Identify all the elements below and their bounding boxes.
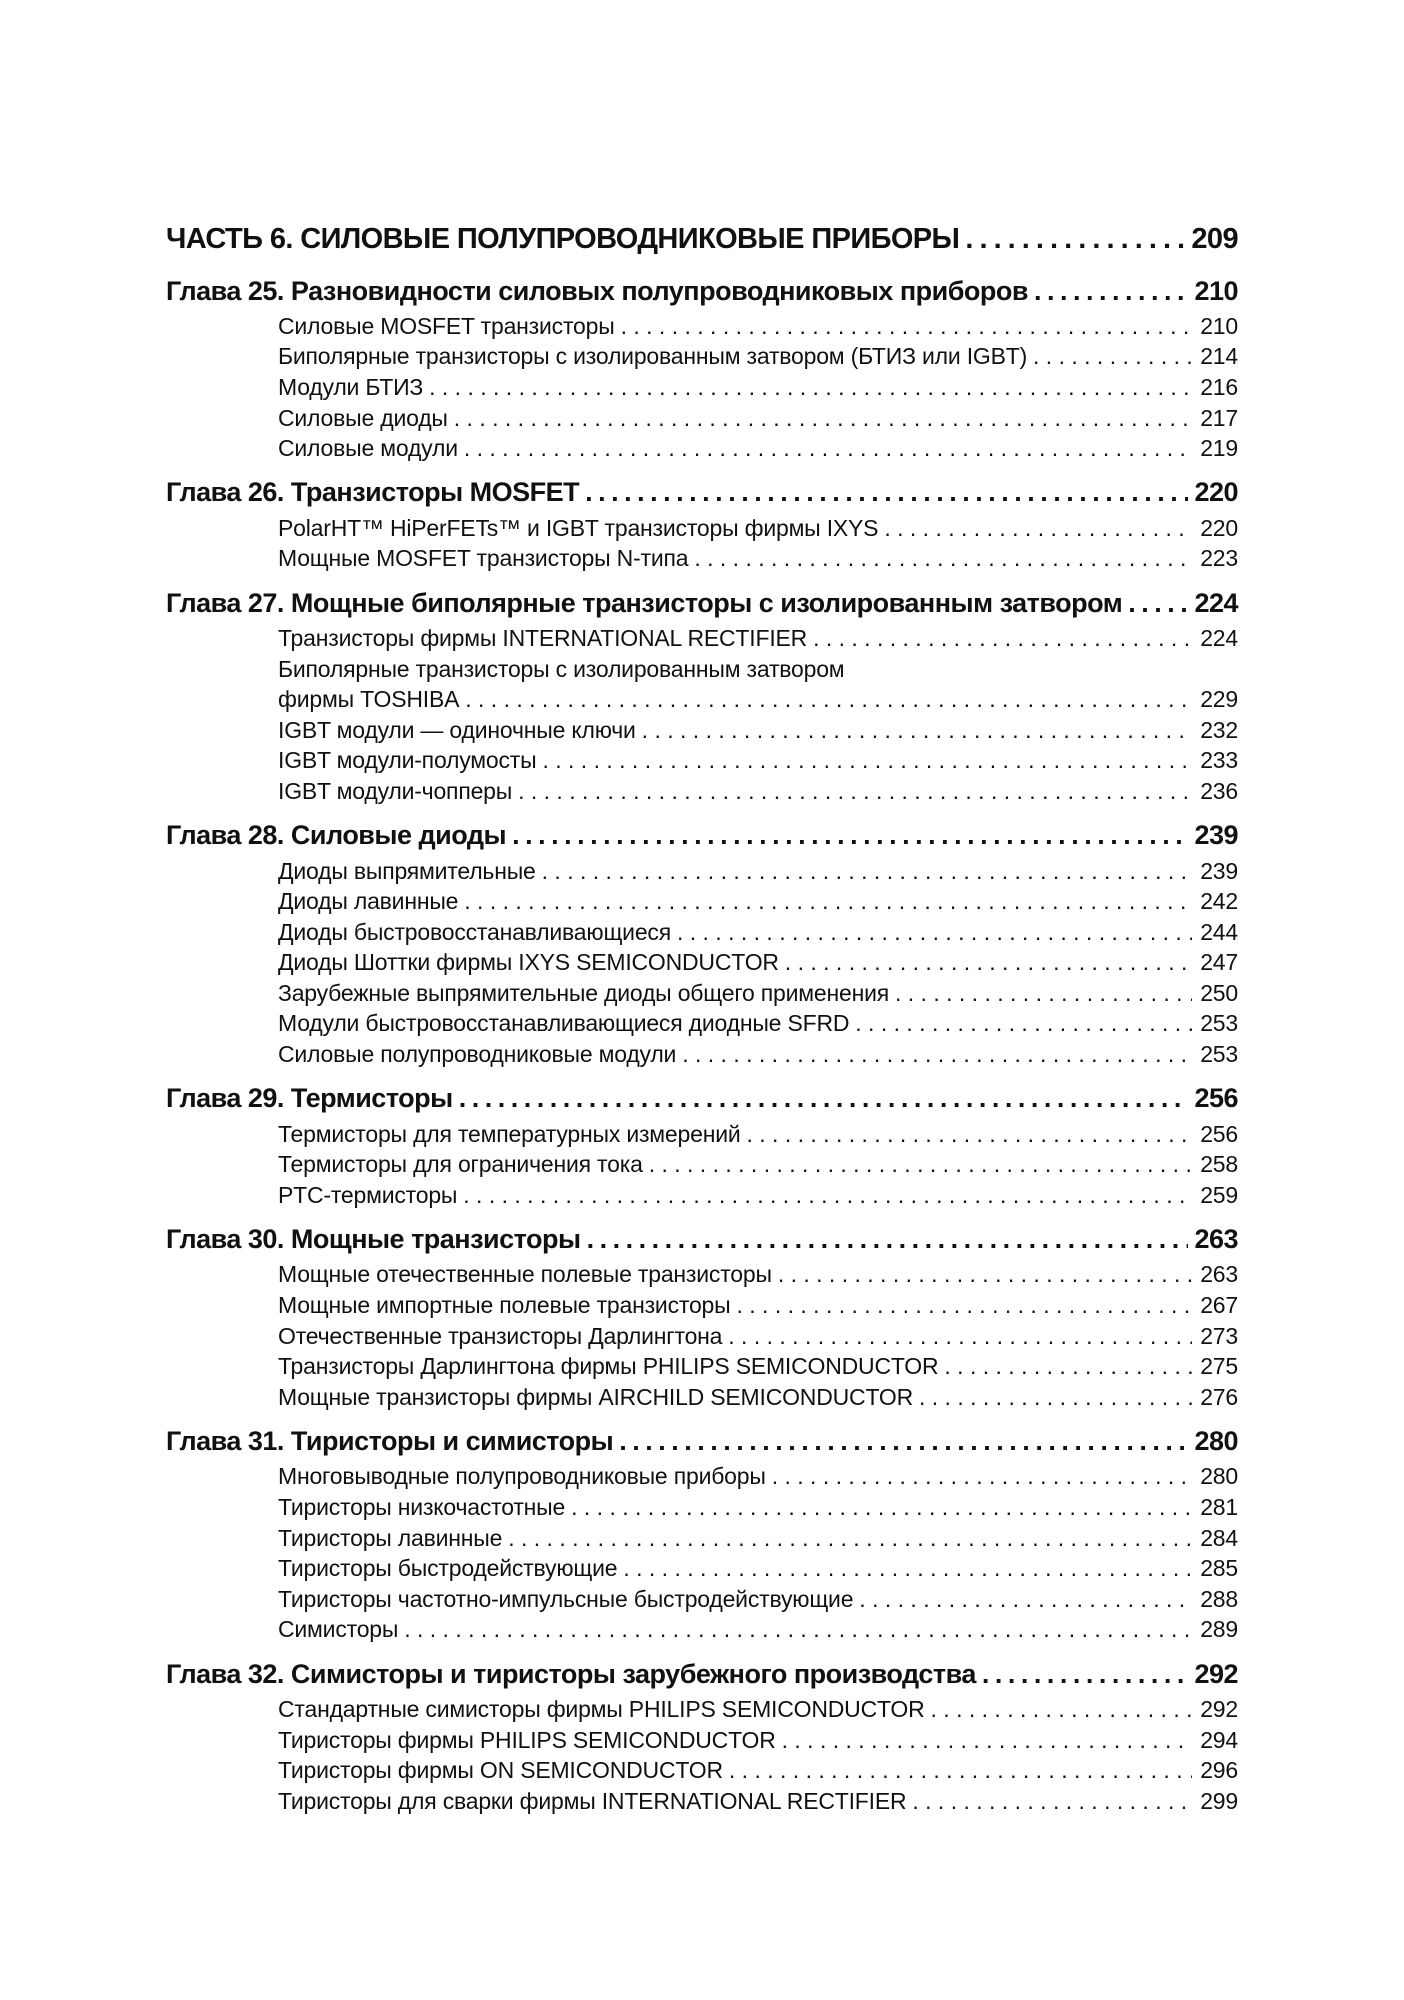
toc-section-entry-page-number: 229 — [1200, 686, 1238, 713]
dot-leader — [512, 820, 1188, 851]
dot-leader — [778, 1261, 1192, 1288]
toc-section-entry-title: Силовые модули — [278, 435, 458, 462]
toc-section-entry-title: Тиристоры для сварки фирмы INTERNATIONAL RECTIFIER — [278, 1787, 907, 1814]
toc-section-entry-title: Силовые диоды — [278, 404, 448, 431]
toc-section-entry[interactable] — [166, 1149, 1238, 1180]
toc-section-entry[interactable] — [166, 372, 1238, 403]
toc-section-entry[interactable] — [166, 1290, 1238, 1321]
toc-section-entry-page-number: 292 — [1200, 1695, 1238, 1722]
toc-section-entry-page-number: 275 — [1200, 1353, 1238, 1380]
toc-chapter-entry-title: Глава 30. Мощные транзисторы — [166, 1224, 581, 1255]
toc-section-entry[interactable] — [166, 1351, 1238, 1382]
toc-section-entry-page-number: 259 — [1200, 1181, 1238, 1208]
dot-leader — [587, 1224, 1189, 1255]
toc-chapter-entry-title: Глава 29. Термисторы — [166, 1083, 453, 1114]
toc-section-entry[interactable] — [166, 1725, 1238, 1756]
toc-section-entry-title: Диоды лавинные — [278, 888, 459, 915]
toc-section-entry-title: IGBT модули-полумосты — [278, 747, 537, 774]
dot-leader — [682, 1041, 1192, 1068]
toc-section-entry[interactable] — [166, 403, 1238, 434]
toc-section-entry-title: Диоды Шоттки фирмы IXYS SEMICONDUCTOR — [278, 949, 779, 976]
dot-leader — [884, 515, 1192, 542]
dot-leader — [677, 919, 1192, 946]
toc-section-entry-page-number: 247 — [1200, 949, 1238, 976]
dot-leader — [729, 1757, 1192, 1784]
toc-section-entry-title: Зарубежные выпрямительные диоды общего применения — [278, 979, 889, 1006]
toc-section-entry-title: PolarHT™ HiPerFETs™ и IGBT транзисторы фирмы IXYS — [278, 514, 879, 541]
dot-leader — [855, 1010, 1192, 1037]
toc-section-entry-title: Термисторы для температурных измерений — [278, 1120, 741, 1147]
dot-leader — [982, 1659, 1189, 1690]
dot-leader — [404, 1616, 1192, 1643]
toc-section-entry[interactable] — [166, 1382, 1238, 1413]
dot-leader — [464, 435, 1192, 462]
toc-section-entry-title: Модули БТИЗ — [278, 373, 424, 400]
dot-leader — [454, 405, 1192, 432]
toc-section-entry-title: Тиристоры низкочастотные — [278, 1494, 566, 1521]
toc-part-entry[interactable] — [166, 208, 1238, 271]
toc-section-entry[interactable] — [166, 623, 1238, 654]
dot-leader — [736, 1292, 1192, 1319]
dot-leader — [919, 1384, 1192, 1411]
toc-section-entry[interactable] — [166, 1492, 1238, 1523]
dot-leader — [912, 1788, 1192, 1815]
toc-section-entry[interactable] — [166, 513, 1238, 544]
dot-leader — [429, 374, 1192, 401]
toc-section-entry[interactable] — [166, 684, 1238, 715]
toc-section-entry-title: Транзисторы фирмы INTERNATIONAL RECTIFIER — [278, 624, 808, 651]
toc-section-entry-title: Модули быстровосстанавливающиеся диодные SFRD — [278, 1010, 850, 1037]
toc-chapter-entry-title: Глава 28. Силовые диоды — [166, 820, 507, 851]
toc-section-entry[interactable] — [166, 1462, 1238, 1493]
toc-section-entry-page-number: 216 — [1200, 373, 1238, 400]
toc-chapter-entry[interactable] — [166, 1220, 1238, 1260]
toc-chapter-entry-title: Глава 31. Тиристоры и симисторы — [166, 1426, 614, 1457]
dot-leader — [518, 778, 1192, 805]
toc-section-entry-title: Тиристоры быстродействующие — [278, 1555, 618, 1582]
toc-section-entry-page-number: 289 — [1200, 1616, 1238, 1643]
toc-section-entry-title: Силовые полупроводниковые модули — [278, 1041, 677, 1068]
dot-leader — [747, 1121, 1193, 1148]
toc-section-entry-page-number: 236 — [1200, 777, 1238, 804]
dot-leader — [642, 717, 1192, 744]
table-of-contents — [166, 208, 1238, 1817]
toc-section-entry-title: Тиристоры частотно-импульсные быстродействующие — [278, 1585, 854, 1612]
toc-section-entry-page-number: 285 — [1200, 1555, 1238, 1582]
dot-leader — [931, 1696, 1192, 1723]
toc-section-entry[interactable] — [166, 1523, 1238, 1554]
toc-section-entry-title: Многовыводные полупроводниковые приборы — [278, 1463, 766, 1490]
toc-section-entry-title: Диоды выпрямительные — [278, 857, 536, 884]
toc-section-entry[interactable] — [166, 544, 1238, 575]
dot-leader — [649, 1151, 1192, 1178]
toc-section-entry-page-number: 288 — [1200, 1585, 1238, 1612]
toc-section-entry-page-number: 258 — [1200, 1151, 1238, 1178]
toc-section-entry[interactable] — [166, 1615, 1238, 1646]
toc-section-entry[interactable] — [166, 1260, 1238, 1291]
toc-chapter-entry-page-number: 280 — [1194, 1426, 1238, 1457]
toc-section-entry-title: Стандартные симисторы фирмы PHILIPS SEMICONDUCTOR — [278, 1695, 925, 1722]
toc-section-entry[interactable] — [166, 715, 1238, 746]
toc-section-entry-title: Мощные отечественные полевые транзисторы — [278, 1261, 772, 1288]
toc-section-entry-title: Мощные транзисторы фирмы AIRCHILD SEMICONDUCTOR — [278, 1383, 913, 1410]
toc-chapter-entry-title: Глава 32. Симисторы и тиристоры зарубежного производства — [166, 1658, 976, 1689]
toc-chapter-entry[interactable] — [166, 1654, 1238, 1694]
toc-chapter-entry-page-number: 292 — [1194, 1658, 1238, 1689]
toc-chapter-entry[interactable] — [166, 1079, 1238, 1119]
toc-chapter-entry-page-number: 256 — [1194, 1083, 1238, 1114]
toc-section-entry[interactable] — [166, 856, 1238, 887]
toc-section-entry[interactable] — [166, 654, 1238, 685]
toc-section-entry-page-number: 256 — [1200, 1120, 1238, 1147]
dot-leader — [772, 1463, 1192, 1490]
dot-leader — [459, 1083, 1189, 1114]
toc-section-entry[interactable] — [166, 311, 1238, 342]
toc-section-entry-title: IGBT модули-чопперы — [278, 777, 513, 804]
part-title: ЧАСТЬ 6. СИЛОВЫЕ ПОЛУПРОВОДНИКОВЫЕ ПРИБОРЫ — [166, 223, 960, 255]
dot-leader — [508, 1525, 1192, 1552]
dot-leader — [585, 477, 1188, 508]
toc-chapter-entry-title: Глава 26. Транзисторы MOSFET — [166, 477, 580, 508]
dot-leader — [463, 1182, 1192, 1209]
dot-leader — [542, 747, 1192, 774]
toc-section-entry-page-number: 232 — [1200, 716, 1238, 743]
dot-leader — [895, 980, 1192, 1007]
toc-section-entry[interactable] — [166, 948, 1238, 979]
dot-leader — [965, 223, 1185, 256]
toc-section-entry-title: Тиристоры фирмы ON SEMICONDUCTOR — [278, 1757, 723, 1784]
dot-leader — [785, 949, 1192, 976]
toc-section-entry-title: Мощные импортные полевые транзисторы — [278, 1292, 731, 1319]
toc-section-entry-page-number: 276 — [1200, 1383, 1238, 1410]
toc-chapter-entry[interactable] — [166, 816, 1238, 856]
toc-chapter-entry-title: Глава 27. Мощные биполярные транзисторы с изолированным затвором — [166, 587, 1123, 618]
toc-section-entry[interactable] — [166, 1180, 1238, 1211]
toc-section-entry[interactable] — [166, 1553, 1238, 1584]
toc-section-entry[interactable] — [166, 1755, 1238, 1786]
toc-section-entry-title: Отечественные транзисторы Дарлингтона — [278, 1322, 723, 1349]
toc-section-entry-page-number: 273 — [1200, 1322, 1238, 1349]
toc-chapter-entry[interactable] — [166, 583, 1238, 623]
toc-section-entry-title: Диоды быстровосстанавливающиеся — [278, 918, 671, 945]
toc-chapter-entry-page-number: 239 — [1194, 820, 1238, 851]
toc-section-entry-page-number: 267 — [1200, 1292, 1238, 1319]
dot-leader — [465, 686, 1192, 713]
toc-chapter-entry[interactable] — [166, 271, 1238, 311]
toc-section-entry[interactable] — [166, 1786, 1238, 1817]
toc-section-entry-page-number: 233 — [1200, 747, 1238, 774]
toc-section-entry[interactable] — [166, 886, 1238, 917]
toc-chapter-entry-page-number: 224 — [1194, 587, 1238, 618]
toc-chapter-entry[interactable] — [166, 1422, 1238, 1462]
toc-section-entry-page-number: 242 — [1200, 888, 1238, 915]
toc-chapter-entry-page-number: 210 — [1194, 275, 1238, 306]
toc-section-entry-page-number: 296 — [1200, 1757, 1238, 1784]
toc-section-entry-page-number: 253 — [1200, 1010, 1238, 1037]
toc-section-entry-title: фирмы TOSHIBA — [278, 686, 460, 713]
toc-section-entry-page-number: 239 — [1200, 857, 1238, 884]
dot-leader — [542, 858, 1192, 885]
dot-leader — [782, 1727, 1192, 1754]
toc-section-entry[interactable] — [166, 1694, 1238, 1725]
toc-section-entry[interactable] — [166, 1039, 1238, 1070]
toc-section-entry-title: Тиристоры лавинные — [278, 1524, 503, 1551]
toc-section-entry-page-number: 220 — [1200, 514, 1238, 541]
toc-section-entry-title: PTC-термисторы — [278, 1181, 458, 1208]
toc-section-entry-title: Мощные MOSFET транзисторы N-типа — [278, 545, 689, 572]
toc-section-entry[interactable] — [166, 746, 1238, 777]
toc-section-entry[interactable] — [166, 917, 1238, 948]
toc-section-entry-page-number: 210 — [1200, 312, 1238, 339]
dot-leader — [813, 625, 1192, 652]
toc-section-entry-page-number: 214 — [1200, 343, 1238, 370]
toc-section-entry-page-number: 219 — [1200, 435, 1238, 462]
toc-section-entry-title: Биполярные транзисторы с изолированным затвором (БТИЗ или IGBT) — [278, 343, 1028, 370]
toc-chapter-entry-title: Глава 25. Разновидности силовых полупроводниковых приборов — [166, 275, 1028, 306]
toc-section-entry-page-number: 294 — [1200, 1726, 1238, 1753]
toc-section-entry-page-number: 224 — [1200, 624, 1238, 651]
toc-section-entry-page-number: 217 — [1200, 404, 1238, 431]
dot-leader — [1033, 343, 1192, 370]
toc-section-entry-title: Симисторы — [278, 1616, 399, 1643]
toc-section-entry-page-number: 299 — [1200, 1787, 1238, 1814]
dot-leader — [1034, 276, 1188, 307]
toc-section-entry-title: Транзисторы Дарлингтона фирмы PHILIPS SEMICONDUCTOR — [278, 1353, 939, 1380]
dot-leader — [571, 1494, 1192, 1521]
toc-chapter-entry[interactable] — [166, 473, 1238, 513]
toc-section-entry[interactable] — [166, 1584, 1238, 1615]
toc-section-entry-title: Тиристоры фирмы PHILIPS SEMICONDUCTOR — [278, 1726, 776, 1753]
toc-section-entry-title: Биполярные транзисторы с изолированным затвором — [278, 655, 845, 682]
dot-leader — [694, 545, 1192, 572]
toc-section-entry-title: Силовые MOSFET транзисторы — [278, 312, 615, 339]
toc-section-entry-title: Термисторы для ограничения тока — [278, 1151, 643, 1178]
toc-section-entry[interactable] — [166, 1321, 1238, 1352]
toc-section-entry-page-number: 280 — [1200, 1463, 1238, 1490]
toc-section-entry-title: IGBT модули — одиночные ключи — [278, 716, 636, 743]
toc-section-entry-page-number: 263 — [1200, 1261, 1238, 1288]
toc-section-entry-page-number: 244 — [1200, 918, 1238, 945]
toc-section-entry-page-number: 223 — [1200, 545, 1238, 572]
part-page-number: 209 — [1191, 223, 1238, 255]
toc-section-entry-page-number: 253 — [1200, 1041, 1238, 1068]
dot-leader — [464, 888, 1192, 915]
toc-section-entry[interactable] — [166, 433, 1238, 464]
dot-leader — [623, 1555, 1192, 1582]
toc-section-entry[interactable] — [166, 342, 1238, 373]
toc-chapter-entry-page-number: 263 — [1194, 1224, 1238, 1255]
toc-section-entry[interactable] — [166, 1119, 1238, 1150]
toc-section-entry-page-number: 281 — [1200, 1494, 1238, 1521]
dot-leader — [944, 1353, 1192, 1380]
toc-section-entry[interactable] — [166, 1009, 1238, 1040]
dot-leader — [1128, 588, 1188, 619]
dot-leader — [728, 1323, 1192, 1350]
toc-section-entry[interactable] — [166, 776, 1238, 807]
toc-section-entry-page-number: 284 — [1200, 1524, 1238, 1551]
toc-section-entry[interactable] — [166, 978, 1238, 1009]
toc-section-entry-page-number: 250 — [1200, 979, 1238, 1006]
dot-leader — [621, 313, 1192, 340]
toc-chapter-entry-page-number: 220 — [1194, 477, 1238, 508]
dot-leader — [859, 1586, 1192, 1613]
dot-leader — [619, 1426, 1188, 1457]
